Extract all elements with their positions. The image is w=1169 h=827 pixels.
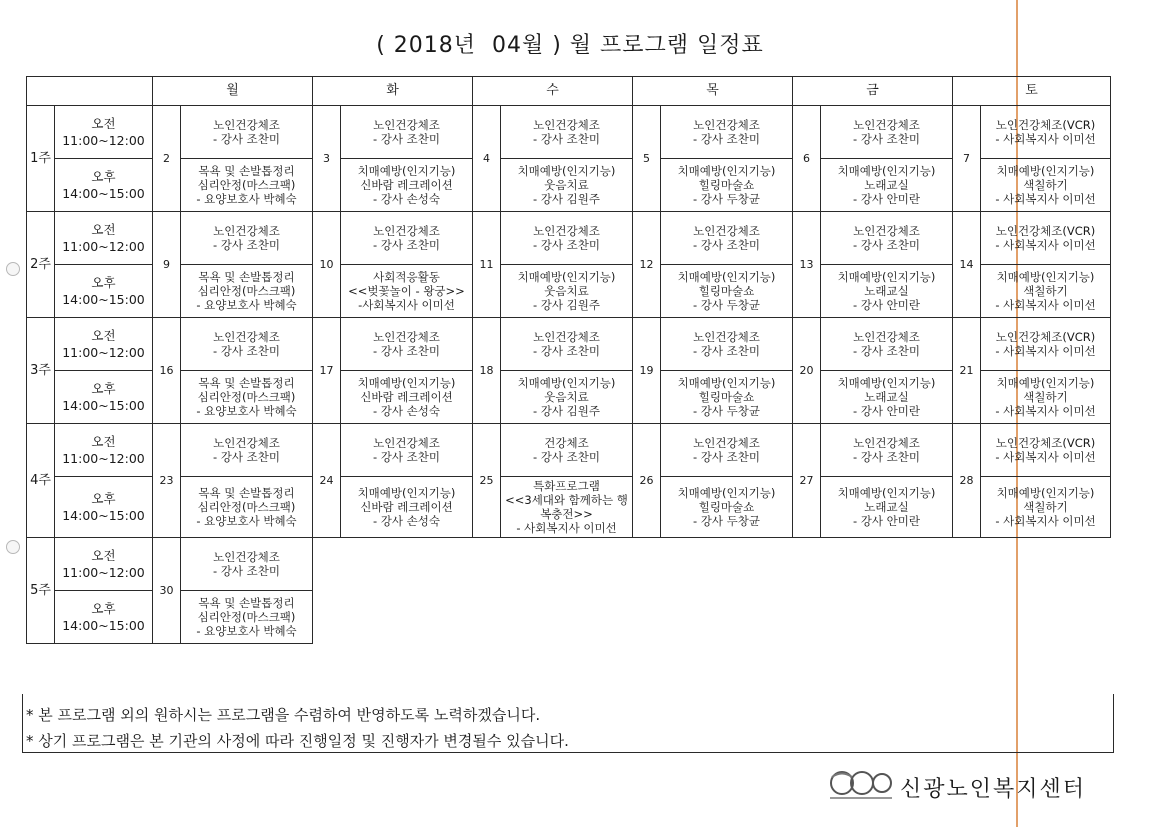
program-line: 사회적응활동: [373, 270, 440, 284]
program-cell: [981, 424, 1111, 477]
session-hours: 11:00~12:00: [62, 451, 145, 466]
program-cell: [341, 212, 473, 265]
session-hours: 11:00~12:00: [62, 133, 145, 148]
program-line: 색칠하기: [1023, 178, 1068, 192]
program-line: 신바람 레크레이션: [360, 500, 453, 514]
session-hours: 11:00~12:00: [62, 345, 145, 360]
program-line: - 강사 조찬미: [692, 344, 760, 358]
date-cell: 16: [153, 318, 181, 424]
session-name: 오전: [91, 434, 116, 449]
program-line: - 강사 조찬미: [852, 450, 920, 464]
program-cell: [981, 265, 1111, 318]
program-line: - 요양보호사 박혜숙: [196, 514, 297, 528]
date-cell: 30: [153, 538, 181, 644]
program-line: 목욕 및 손발톱정리: [198, 376, 295, 390]
program-cell: [661, 318, 793, 371]
program-line: 노인건강체조: [693, 118, 760, 132]
program-line: 노인건강체조: [213, 436, 280, 450]
program-line: 치매예방(인지기능): [677, 486, 776, 500]
date-cell: 4: [473, 106, 501, 212]
date-cell: 9: [153, 212, 181, 318]
program-line: - 강사 안미란: [852, 192, 920, 206]
program-line: 노인건강체조(VCR): [995, 436, 1096, 450]
week-label: 2주: [27, 212, 55, 318]
program-line: 노인건강체조: [373, 436, 440, 450]
program-line: - 사회복지사 이미선: [995, 514, 1096, 528]
program-line: 치매예방(인지기능): [677, 270, 776, 284]
program-line: - 강사 김원주: [532, 404, 600, 418]
date-cell: 6: [793, 106, 821, 212]
session-time: [55, 371, 153, 424]
program-cell: [981, 477, 1111, 538]
session-time: [55, 424, 153, 477]
program-line: 목욕 및 손발톱정리: [198, 164, 295, 178]
day-header-thu: 목: [633, 77, 793, 106]
program-cell: [661, 265, 793, 318]
program-line: 노인건강체조: [693, 224, 760, 238]
program-line: - 사회복지사 이미선: [995, 298, 1096, 312]
program-line: 복충전>>: [540, 507, 593, 521]
session-name: 오후: [91, 275, 116, 290]
day-header-sat: 토: [953, 77, 1111, 106]
program-line: - 강사 손성숙: [372, 514, 440, 528]
program-cell: [181, 265, 313, 318]
program-line: - 사회복지사 이미선: [995, 132, 1096, 146]
program-line: 치매예방(인지기능): [677, 376, 776, 390]
date-cell: 2: [153, 106, 181, 212]
schedule-row: [27, 212, 1111, 265]
session-hours: 11:00~12:00: [62, 239, 145, 254]
session-name: 오후: [91, 169, 116, 184]
program-cell: [821, 424, 953, 477]
program-cell: [181, 591, 313, 644]
program-line: - 강사 조찬미: [372, 132, 440, 146]
program-cell: [501, 106, 633, 159]
session-time: [55, 318, 153, 371]
program-line: - 강사 조찬미: [532, 344, 600, 358]
program-line: 노인건강체조: [533, 224, 600, 238]
program-line: 힐링마술쇼: [698, 284, 755, 298]
date-cell: 21: [953, 318, 981, 424]
program-line: - 강사 조찬미: [372, 344, 440, 358]
center-logo-icon: [826, 768, 896, 802]
program-line: 노인건강체조: [853, 224, 920, 238]
program-cell: [181, 159, 313, 212]
program-cell: [341, 265, 473, 318]
program-cell: [981, 318, 1111, 371]
program-cell: [501, 318, 633, 371]
program-line: 노인건강체조: [853, 436, 920, 450]
program-line: 노인건강체조: [853, 330, 920, 344]
session-name: 오후: [91, 601, 116, 616]
date-cell: 12: [633, 212, 661, 318]
date-cell: 5: [633, 106, 661, 212]
program-cell: [661, 212, 793, 265]
program-line: 힐링마술쇼: [698, 178, 755, 192]
program-line: - 강사 조찬미: [532, 450, 600, 464]
program-line: 웃음치료: [544, 390, 589, 404]
date-cell: 14: [953, 212, 981, 318]
session-hours: 14:00~15:00: [62, 292, 145, 307]
week-label: 1주: [27, 106, 55, 212]
date-cell: 17: [313, 318, 341, 424]
program-line: 치매예방(인지기능): [517, 164, 616, 178]
session-time: [55, 477, 153, 538]
session-time: [55, 591, 153, 644]
program-line: - 강사 조찬미: [692, 132, 760, 146]
punch-hole: [6, 540, 20, 554]
program-line: 심리안정(마스크팩): [197, 284, 296, 298]
program-cell: [981, 159, 1111, 212]
empty-area: [313, 538, 1111, 644]
program-cell: [661, 477, 793, 538]
session-name: 오후: [91, 491, 116, 506]
program-line: - 강사 조찬미: [532, 238, 600, 252]
program-line: 노래교실: [864, 178, 909, 192]
program-cell: [821, 265, 953, 318]
program-line: - 요양보호사 박혜숙: [196, 192, 297, 206]
program-cell: [181, 212, 313, 265]
schedule-row: [27, 371, 1111, 424]
program-line: 노래교실: [864, 284, 909, 298]
program-line: 치매예방(인지기능): [837, 270, 936, 284]
week-label: 5주: [27, 538, 55, 644]
note-line: * 상기 프로그램은 본 기관의 사정에 따라 진행일정 및 진행자가 변경될수 있습니다.: [26, 732, 569, 750]
program-line: - 사회복지사 이미선: [995, 344, 1096, 358]
program-cell: [501, 477, 633, 538]
program-line: 심리안정(마스크팩): [197, 178, 296, 192]
program-line: <<벚꽃놀이 - 왕궁>>: [348, 284, 465, 298]
program-line: - 강사 안미란: [852, 514, 920, 528]
program-line: - 요양보호사 박혜숙: [196, 624, 297, 638]
notes: [26, 702, 1110, 754]
date-cell: 27: [793, 424, 821, 538]
program-cell: [341, 159, 473, 212]
date-cell: 24: [313, 424, 341, 538]
program-line: 노인건강체조: [373, 118, 440, 132]
program-line: - 사회복지사 이미선: [516, 521, 617, 535]
program-cell: [821, 159, 953, 212]
session-name: 오전: [91, 222, 116, 237]
program-line: - 요양보호사 박혜숙: [196, 298, 297, 312]
program-line: 노인건강체조: [693, 436, 760, 450]
program-line: 힐링마술쇼: [698, 500, 755, 514]
program-cell: [661, 159, 793, 212]
program-line: - 강사 조찬미: [212, 132, 280, 146]
session-name: 오전: [91, 116, 116, 131]
program-line: - 강사 안미란: [852, 298, 920, 312]
session-hours: 14:00~15:00: [62, 618, 145, 633]
program-line: - 강사 조찬미: [692, 238, 760, 252]
program-cell: [821, 212, 953, 265]
program-line: - 강사 조찬미: [212, 564, 280, 578]
program-line: 치매예방(인지기능): [996, 376, 1095, 390]
program-line: - 강사 조찬미: [852, 344, 920, 358]
program-line: 치매예방(인지기능): [357, 164, 456, 178]
program-line: 노인건강체조: [213, 550, 280, 564]
program-line: - 강사 김원주: [532, 298, 600, 312]
program-cell: [341, 318, 473, 371]
date-cell: 7: [953, 106, 981, 212]
program-cell: [981, 106, 1111, 159]
program-line: - 강사 조찬미: [852, 132, 920, 146]
program-cell: [661, 371, 793, 424]
program-line: - 강사 조찬미: [372, 238, 440, 252]
program-cell: [181, 477, 313, 538]
program-line: 노래교실: [864, 500, 909, 514]
program-line: 노인건강체조: [373, 224, 440, 238]
program-line: 목욕 및 손발톱정리: [198, 486, 295, 500]
program-cell: [181, 106, 313, 159]
program-line: 심리안정(마스크팩): [197, 610, 296, 624]
program-line: - 요양보호사 박혜숙: [196, 404, 297, 418]
program-line: - 강사 조찬미: [532, 132, 600, 146]
punch-hole: [6, 262, 20, 276]
program-line: 웃음치료: [544, 178, 589, 192]
program-line: 노인건강체조: [533, 330, 600, 344]
program-line: 웃음치료: [544, 284, 589, 298]
program-line: - 강사 조찬미: [372, 450, 440, 464]
program-line: 심리안정(마스크팩): [197, 500, 296, 514]
program-line: - 강사 김원주: [532, 192, 600, 206]
program-line: 노인건강체조: [533, 118, 600, 132]
program-line: 목욕 및 손발톱정리: [198, 596, 295, 610]
program-cell: [981, 371, 1111, 424]
schedule-row: [27, 477, 1111, 538]
program-cell: [981, 212, 1111, 265]
program-line: 신바람 레크레이션: [360, 390, 453, 404]
program-line: 특화프로그램: [533, 479, 600, 493]
date-cell: 20: [793, 318, 821, 424]
date-cell: 10: [313, 212, 341, 318]
program-line: 치매예방(인지기능): [996, 270, 1095, 284]
schedule-row: [27, 265, 1111, 318]
session-name: 오후: [91, 381, 116, 396]
program-line: 노인건강체조: [693, 330, 760, 344]
program-line: - 강사 조찬미: [852, 238, 920, 252]
schedule-row: [27, 318, 1111, 371]
date-cell: 3: [313, 106, 341, 212]
program-cell: [341, 424, 473, 477]
program-cell: [501, 159, 633, 212]
date-cell: 25: [473, 424, 501, 538]
date-cell: 19: [633, 318, 661, 424]
program-line: 노인건강체조: [373, 330, 440, 344]
program-line: 치매예방(인지기능): [357, 376, 456, 390]
program-line: <<3세대와 함께하는 행: [505, 493, 628, 507]
program-cell: [821, 106, 953, 159]
program-line: - 사회복지사 이미선: [995, 238, 1096, 252]
program-line: - 강사 두창균: [692, 514, 760, 528]
program-line: 목욕 및 손발톱정리: [198, 270, 295, 284]
program-line: 치매예방(인지기능): [677, 164, 776, 178]
program-line: - 강사 조찬미: [212, 450, 280, 464]
program-cell: [181, 424, 313, 477]
program-cell: [821, 371, 953, 424]
day-header-tue: 화: [313, 77, 473, 106]
schedule-table: [26, 76, 1111, 644]
program-cell: [821, 318, 953, 371]
day-header-mon: 월: [153, 77, 313, 106]
session-time: [55, 538, 153, 591]
program-line: 치매예방(인지기능): [837, 486, 936, 500]
program-line: 치매예방(인지기능): [517, 270, 616, 284]
date-cell: 13: [793, 212, 821, 318]
session-name: 오전: [91, 548, 116, 563]
program-cell: [661, 106, 793, 159]
program-line: 신바람 레크레이션: [360, 178, 453, 192]
program-line: -사회복지사 이미선: [358, 298, 455, 312]
program-line: 노인건강체조: [853, 118, 920, 132]
schedule-row: [27, 424, 1111, 477]
program-line: 치매예방(인지기능): [996, 486, 1095, 500]
program-cell: [661, 424, 793, 477]
organization-name: 신광노인복지센터: [900, 777, 1087, 802]
session-hours: 14:00~15:00: [62, 186, 145, 201]
program-cell: [501, 212, 633, 265]
schedule-row: [27, 159, 1111, 212]
day-header-wed: 수: [473, 77, 633, 106]
program-line: - 사회복지사 이미선: [995, 404, 1096, 418]
program-line: - 강사 조찬미: [212, 344, 280, 358]
program-cell: [341, 371, 473, 424]
program-line: - 강사 두창균: [692, 192, 760, 206]
session-time: [55, 159, 153, 212]
day-header-fri: 금: [793, 77, 953, 106]
program-line: - 사회복지사 이미선: [995, 192, 1096, 206]
program-line: 노인건강체조(VCR): [995, 330, 1096, 344]
program-cell: [181, 538, 313, 591]
schedule-row: [27, 538, 1111, 591]
page-title: ( 2018년 04월 ) 월 프로그램 일정표: [376, 33, 764, 58]
program-cell: [821, 477, 953, 538]
program-line: 노인건강체조: [213, 330, 280, 344]
date-cell: 28: [953, 424, 981, 538]
program-line: 심리안정(마스크팩): [197, 390, 296, 404]
program-cell: [501, 371, 633, 424]
program-line: 치매예방(인지기능): [837, 376, 936, 390]
program-line: 치매예방(인지기능): [996, 164, 1095, 178]
program-line: - 강사 두창균: [692, 298, 760, 312]
program-line: 노인건강체조(VCR): [995, 118, 1096, 132]
program-line: - 사회복지사 이미선: [995, 450, 1096, 464]
session-name: 오전: [91, 328, 116, 343]
program-cell: [341, 477, 473, 538]
program-line: 색칠하기: [1023, 390, 1068, 404]
program-line: 건강체조: [544, 436, 589, 450]
session-time: [55, 106, 153, 159]
session-hours: 14:00~15:00: [62, 508, 145, 523]
program-cell: [501, 424, 633, 477]
date-cell: 18: [473, 318, 501, 424]
program-line: - 강사 손성숙: [372, 404, 440, 418]
header-row: [27, 77, 1111, 106]
program-line: - 강사 두창균: [692, 404, 760, 418]
program-line: - 강사 조찬미: [212, 238, 280, 252]
program-cell: [181, 318, 313, 371]
header-corner: [27, 77, 153, 106]
program-cell: [341, 106, 473, 159]
date-cell: 23: [153, 424, 181, 538]
program-line: 색칠하기: [1023, 500, 1068, 514]
program-line: 노인건강체조: [213, 118, 280, 132]
program-line: 힐링마술쇼: [698, 390, 755, 404]
program-line: - 강사 안미란: [852, 404, 920, 418]
date-cell: 26: [633, 424, 661, 538]
program-line: 노인건강체조: [213, 224, 280, 238]
session-time: [55, 265, 153, 318]
program-cell: [501, 265, 633, 318]
program-line: 색칠하기: [1023, 284, 1068, 298]
schedule-row: [27, 106, 1111, 159]
week-label: 3주: [27, 318, 55, 424]
program-line: 치매예방(인지기능): [357, 486, 456, 500]
program-cell: [181, 371, 313, 424]
session-time: [55, 212, 153, 265]
date-cell: 11: [473, 212, 501, 318]
week-label: 4주: [27, 424, 55, 538]
program-line: 노래교실: [864, 390, 909, 404]
program-line: 치매예방(인지기능): [837, 164, 936, 178]
program-line: 치매예방(인지기능): [517, 376, 616, 390]
note-line: * 본 프로그램 외의 원하시는 프로그램을 수렴하여 반영하도록 노력하겠습니다.: [26, 706, 541, 724]
session-hours: 14:00~15:00: [62, 398, 145, 413]
program-line: - 강사 조찬미: [692, 450, 760, 464]
program-line: - 강사 손성숙: [372, 192, 440, 206]
program-line: 노인건강체조(VCR): [995, 224, 1096, 238]
session-hours: 11:00~12:00: [62, 565, 145, 580]
